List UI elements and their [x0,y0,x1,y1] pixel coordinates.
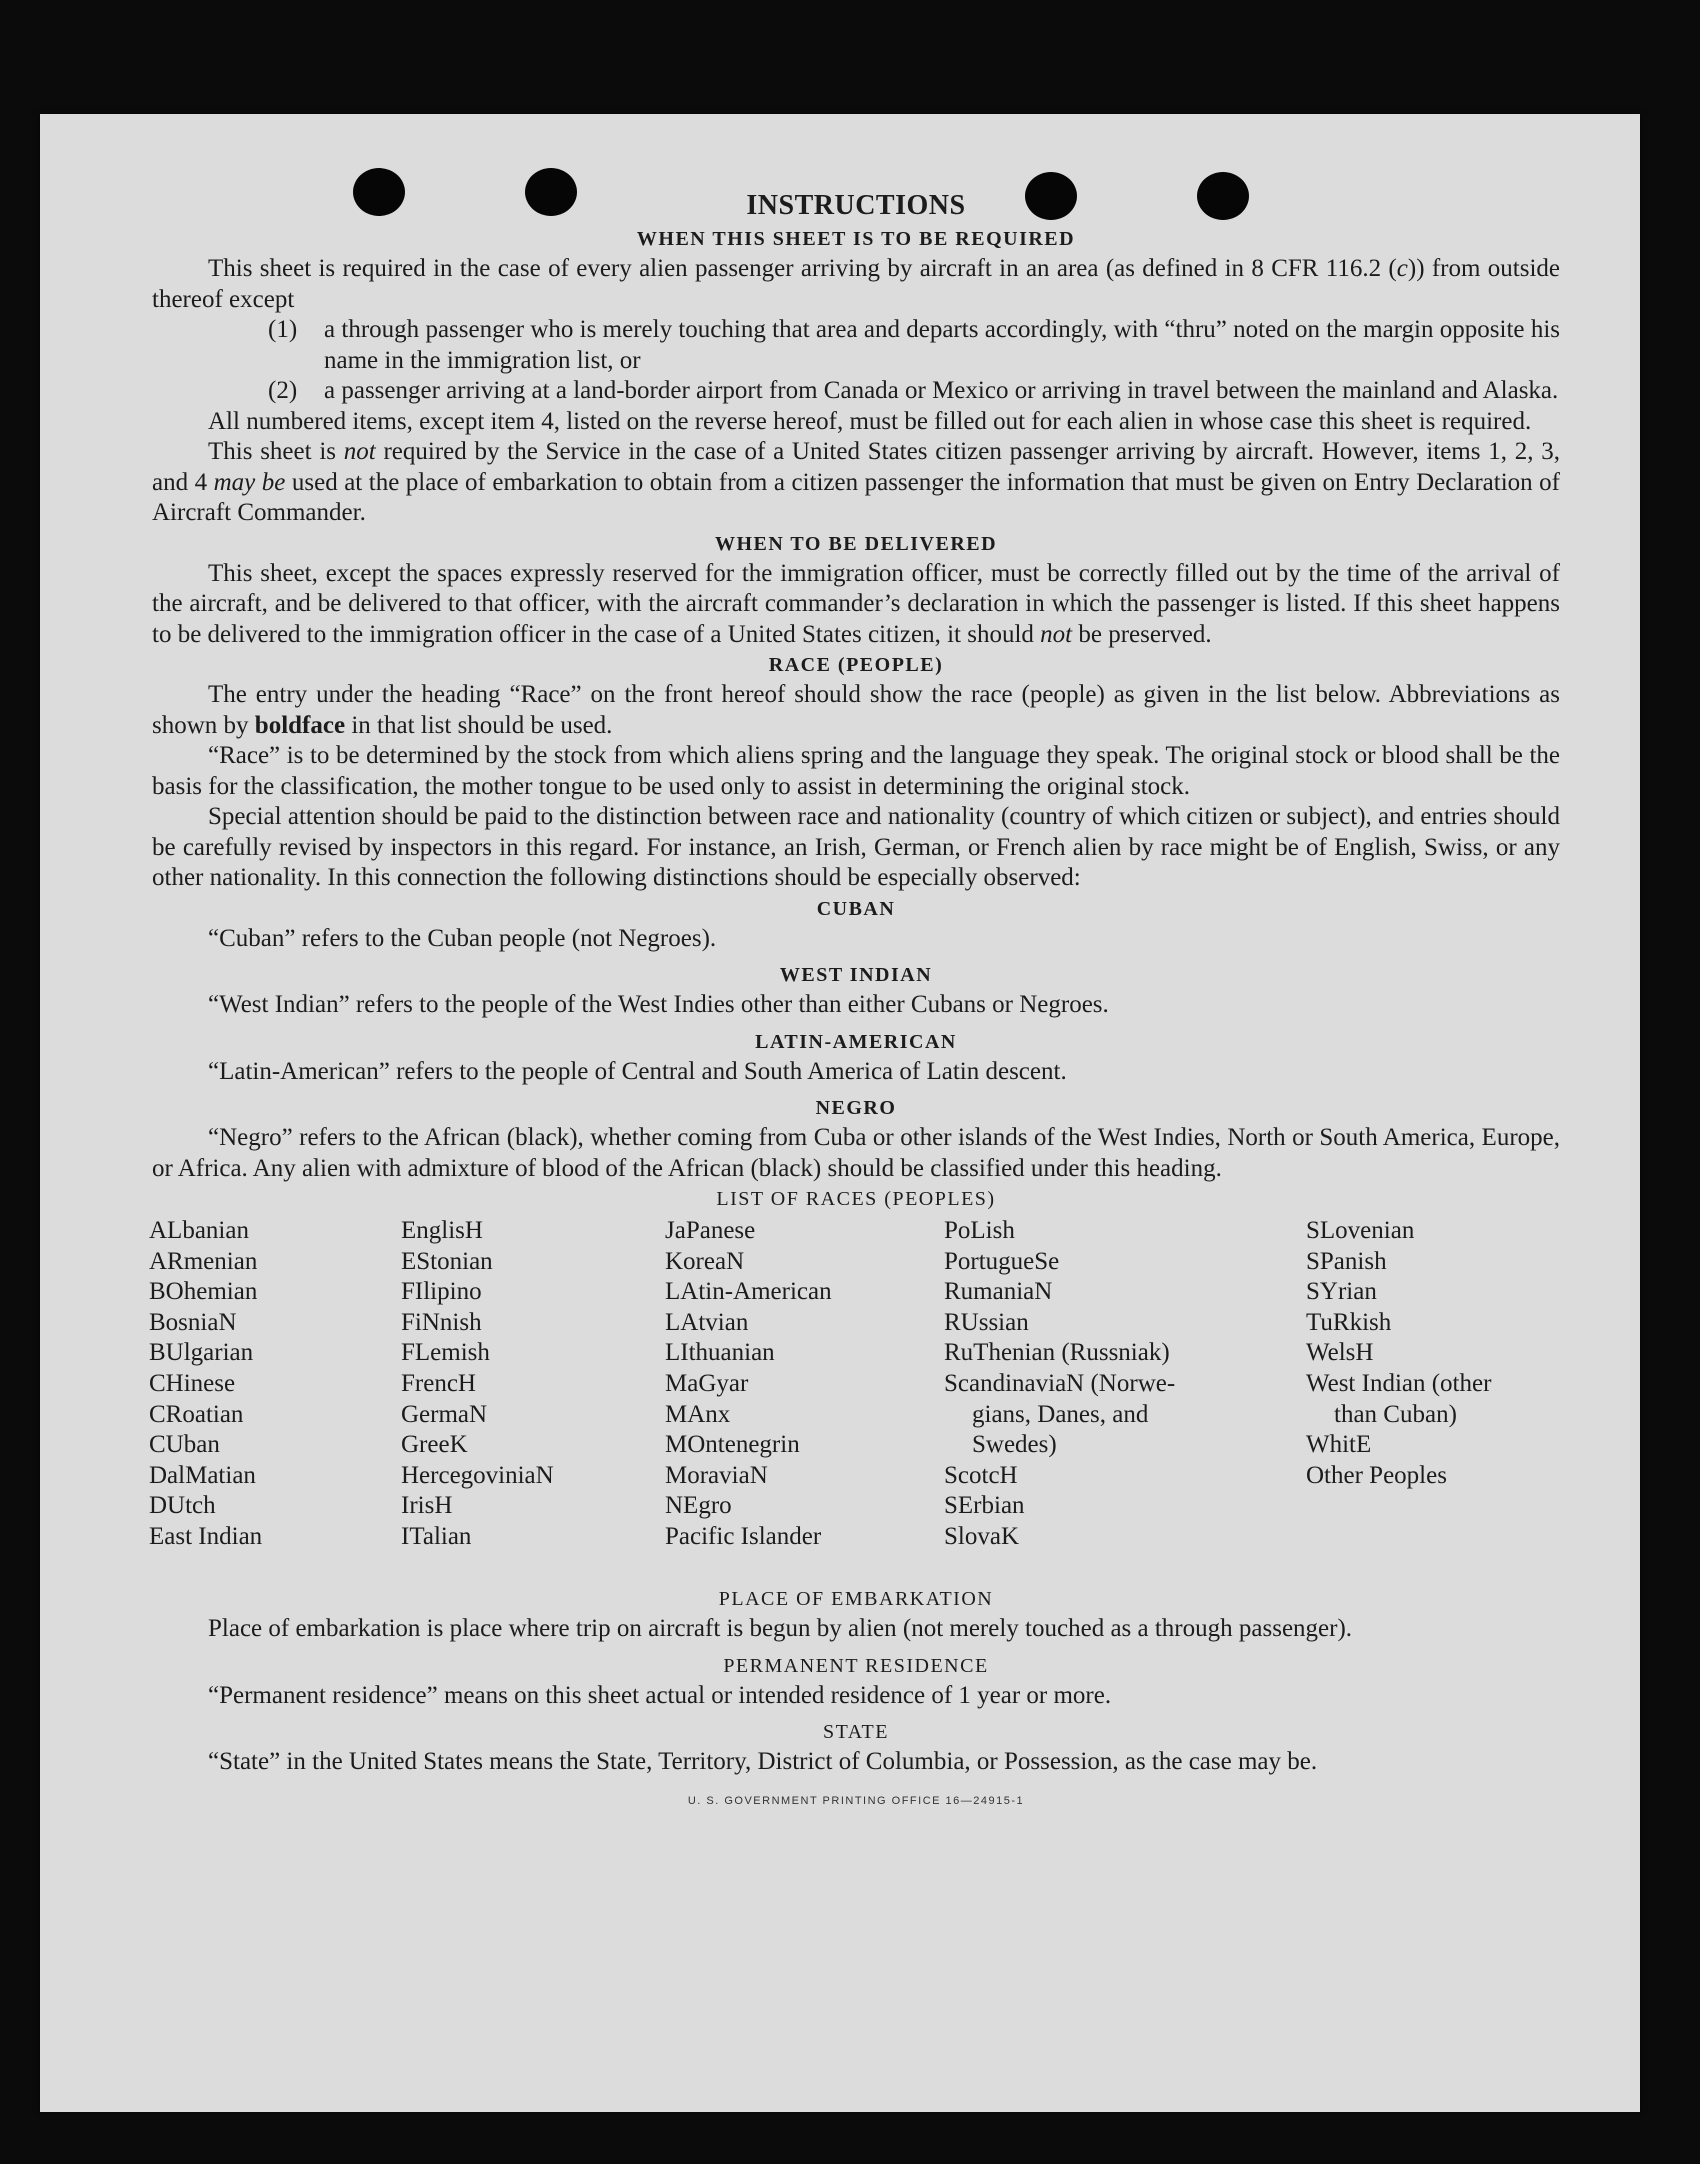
race-item: ARmenian [149,1247,258,1275]
race-item: WhitE [1306,1431,1372,1459]
race-item: RUssian [944,1308,1029,1336]
race-paragraph-2: “Race” is to be determined by the stock from which aliens spring and the language they speak. The original stock or blood shall be the basis for the classification, the mother tongue to be used only to assist in determining the original stock. [152,742,1560,800]
page-title: INSTRUCTIONS [746,190,966,221]
race-item: LAtin-American [665,1278,832,1306]
west-indian-text: “West Indian” refers to the people of the West Indies other than either Cubans or Negroes. [208,991,1109,1018]
race-item: MoraviaN [665,1461,768,1489]
race-item: GermaN [401,1400,488,1428]
negro-text: “Negro” refers to the African (black), whether coming from Cuba or other islands of the West Indies, North or South America, Europe, or Africa. Any alien with admixture of blood of the African (black) should be classified under this heading. [152,1124,1560,1182]
race-item: gians, Danes, and [972,1400,1149,1428]
race-item: FiNnish [401,1308,482,1336]
race-column-3 [665,1216,832,1553]
intro-paragraph: This sheet is required in the case of every alien passenger arriving by aircraft in an area (as defined in 8 CFR 116.2 (c)) from outside thereof except [152,255,1560,313]
race-item: East Indian [149,1522,263,1550]
exception-item: (2) a passenger arriving at a land-border airport from Canada or Mexico or arriving in travel between the mainland and Alaska. [268,377,1559,404]
race-item: WelsH [1306,1339,1374,1367]
race-paragraph-1: The entry under the heading “Race” on the front hereof should show the race (people) as given in the list below. Abbreviations as shown by boldface in that list should be used. [152,681,1560,739]
delivered-paragraph: This sheet, except the spaces expressly reserved for the immigration officer, must be correctly filled out by the time of the arrival of the aircraft, and be delivered to that officer, with the aircraft commander’s declaration in which the passenger is listed. If this sheet happens to be delivered to the immigration officer in the case of a United States citizen, it should not be preserved. [152,559,1560,648]
race-paragraph-3: Special attention should be paid to the distinction between race and nationality (country of which citizen or subject), and entries should be carefully revised by inspectors in this regard. For instance, an Irish, German, or French alien by race might be of English, Swiss, or any other nationality. In this connection the following distinctions should be especially observed: [152,803,1560,891]
race-item: ITalian [401,1522,472,1550]
cuban-text: “Cuban” refers to the Cuban people (not Negroes). [208,924,717,952]
race-item: TuRkish [1306,1308,1392,1336]
race-item: NEgro [665,1492,732,1520]
citizen-paragraph: This sheet is not required by the Service in the case of a United States citizen passenger arriving by aircraft. However, items 1, 2, 3, and 4 may be used at the place of embarkation to obtain from a citizen passenger the information that must be given on Entry Declaration of Aircraft Commander. [152,438,1561,526]
embarkation-text: Place of embarkation is place where trip on aircraft is begun by alien (not merely touched as a through passenger). [208,1615,1353,1642]
race-item: Pacific Islander [665,1522,822,1550]
residence-text: “Permanent residence” means on this sheet actual or intended residence of 1 year or more. [208,1681,1112,1709]
race-item: DUtch [149,1492,216,1520]
race-item: RumaniaN [944,1278,1053,1306]
race-item: BosniaN [149,1308,237,1336]
race-item: MAnx [665,1400,731,1428]
race-item: SErbian [944,1492,1025,1520]
race-item: EnglisH [401,1217,483,1244]
latin-american-text: “Latin-American” refers to the people of Central and South America of Latin descent. [208,1057,1067,1085]
race-item: PortugueSe [944,1247,1060,1275]
race-item: IrisH [401,1492,453,1520]
instructions-content [149,188,1561,1816]
race-item: HercegoviniaN [401,1461,554,1489]
race-item: SLovenian [1306,1217,1415,1244]
race-item: SlovaK [944,1522,1019,1550]
race-item: ALbanian [149,1217,249,1244]
section-heading-when-delivered: WHEN TO BE DELIVERED [714,532,998,555]
race-item: LAtvian [665,1308,749,1336]
section-heading-west-indian: WEST INDIAN [779,964,933,986]
section-heading-when-required: WHEN THIS SHEET IS TO BE REQUIRED [636,228,1076,250]
race-item: DalMatian [149,1461,256,1489]
section-heading-state: STATE [823,1721,889,1743]
section-heading-latin-american: LATIN-AMERICAN [755,1030,957,1053]
race-item: Other Peoples [1306,1461,1447,1489]
section-heading-list-of-races: LIST OF RACES (PEOPLES) [716,1188,996,1210]
section-heading-residence: PERMANENT RESIDENCE [723,1654,989,1677]
race-list [149,1216,1560,1584]
section-heading-embarkation: PLACE OF EMBARKATION [718,1588,994,1610]
state-text: “State” in the United States means the State, Territory, District of Columbia, or Possession, as the case may be. [208,1748,1318,1775]
race-item: FIlipino [401,1278,482,1306]
race-item: than Cuban) [1334,1400,1457,1428]
race-item: ScotcH [944,1461,1018,1489]
race-item: SYrian [1306,1278,1377,1306]
race-item: RuThenian (Russniak) [944,1339,1170,1367]
race-item: JaPanese [665,1217,756,1244]
race-item: PoLish [944,1217,1015,1244]
printer-imprint: U. S. GOVERNMENT PRINTING OFFICE 16—24915-1 [687,1794,1025,1807]
section-heading-race: RACE (PEOPLE) [768,654,944,676]
race-item: EStonian [401,1247,493,1275]
race-item: FLemish [401,1339,490,1367]
document-sheet [40,114,1640,2112]
race-item: GreeK [401,1431,468,1459]
numbered-items-paragraph: All numbered items, except item 4, listed on the reverse hereof, must be filled out for each alien in whose case this sheet is required. [208,407,1532,435]
race-item: BOhemian [149,1278,258,1306]
race-column-4 [944,1216,1175,1553]
race-item: ScandinaviaN (Norwe- [944,1369,1176,1397]
race-item: SPanish [1306,1247,1387,1275]
race-column-5 [1306,1216,1491,1491]
race-item: FrencH [401,1369,476,1397]
race-item: CHinese [149,1369,236,1397]
race-item: CRoatian [149,1400,244,1428]
race-item: BUlgarian [149,1339,254,1367]
section-heading-cuban: CUBAN [816,897,896,920]
race-item: CUban [149,1431,220,1459]
section-heading-negro: NEGRO [815,1097,897,1119]
exception-item: (1) a through passenger who is merely touching that area and departs accordingly, with “thru” noted on the margin opposite his name in the immigration list, or [268,316,1560,374]
race-item: Swedes) [972,1431,1057,1459]
race-column-1 [149,1216,262,1553]
race-item: MaGyar [665,1369,749,1397]
race-item: KoreaN [665,1247,745,1275]
race-item: West Indian (other [1306,1369,1492,1397]
race-column-2 [401,1216,554,1553]
race-item: MOntenegrin [665,1431,800,1459]
race-item: LIthuanian [665,1339,775,1367]
